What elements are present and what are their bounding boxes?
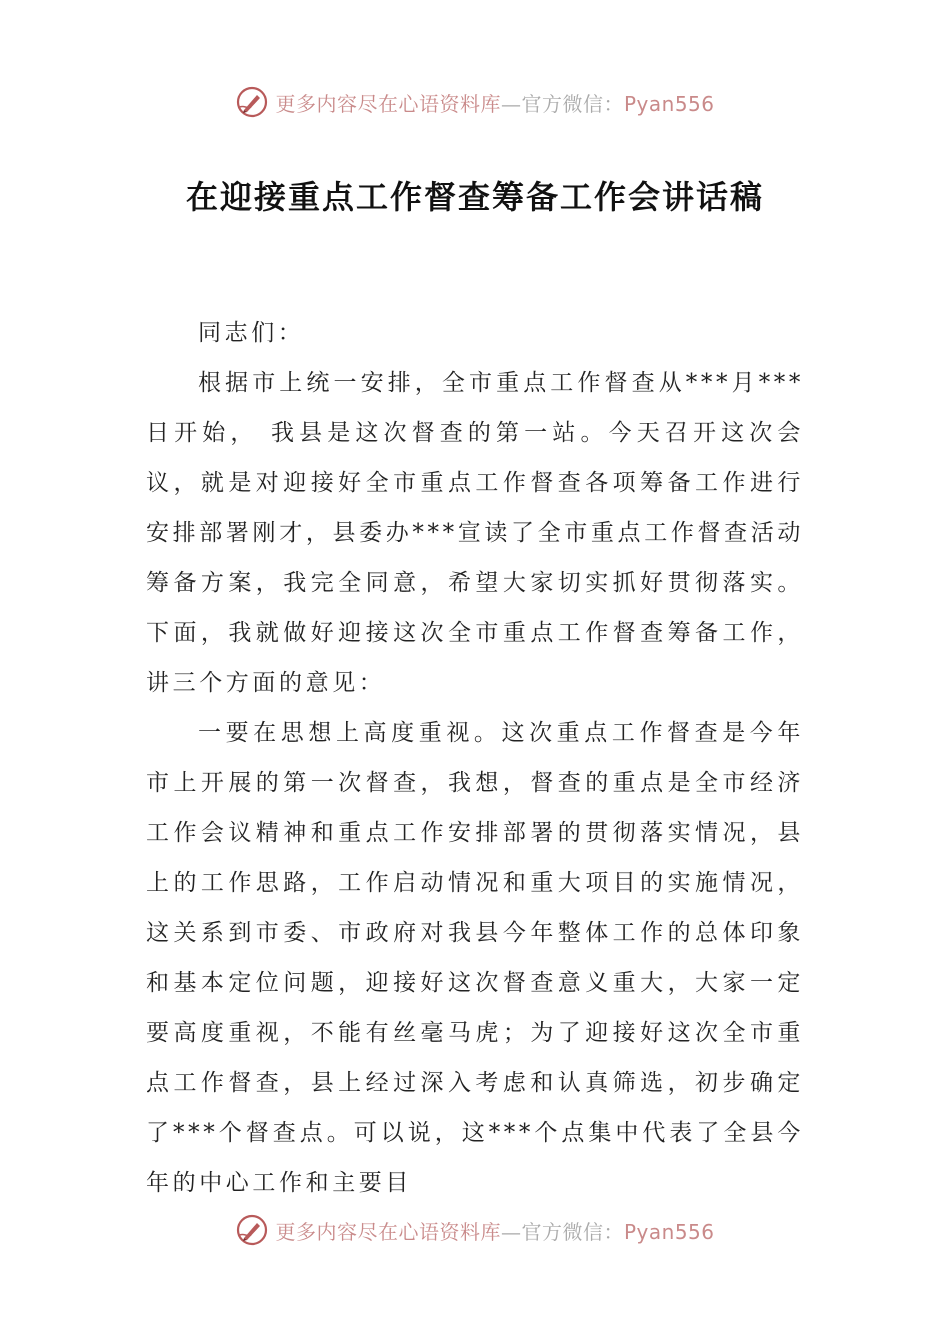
document-body [146, 308, 804, 1208]
pen-circle-icon [235, 85, 269, 119]
watermark-text [275, 1216, 714, 1245]
paragraph-salutation: 同志们： [198, 320, 305, 346]
document-title: 在迎接重点工作督查筹备工作会讲话稿 [185, 178, 764, 216]
footer-watermark [0, 1210, 950, 1250]
pen-circle-icon [235, 1213, 269, 1247]
watermark-wechat-label: —官方微信： [500, 91, 624, 116]
watermark-wechat-id: Pyan556 [623, 1219, 715, 1244]
watermark-wechat-label: —官方微信： [500, 1219, 624, 1244]
watermark-library-name: 更多内容尽在心语资料库 [275, 91, 501, 116]
watermark-library-name: 更多内容尽在心语资料库 [275, 1219, 501, 1244]
paragraph-point-one: 一要在思想上高度重视。这次重点工作督查是今年市上开展的第一次督查，我想，督查的重点是全市经济工作会议精神和重点工作安排部署的贯彻落实情况，县上的工作思路，工作启动情况和重大项目的实施情况，这关系到市委、市政府对我县今年整体工作的总体印象和基本定位问题，迎接好这次督查意义重大，大家一定要高度重视，不能有丝毫马虎；为了迎接好这次全市重点工作督查，县上经过深入考虑和认真筛选，初步确定了***个督查点。可以说，这***个点集中代表了全县今年的中心工作和主要目 [146, 720, 804, 1196]
paragraph-intro: 根据市上统一安排，全市重点工作督查从***月***日开始， 我县是这次督查的第一站。今天召开这次会议，就是对迎接好全市重点工作督查各项筹备工作进行安排部署刚才，县委办***宣读了全市重点工作督查活动筹备方案，我完全同意，希望大家切实抓好贯彻落实。下面，我就做好迎接这次全市重点工作督查筹备工作，讲三个方面的意见： [146, 370, 804, 696]
watermark-wechat-id: Pyan556 [623, 91, 715, 116]
header-watermark [0, 82, 950, 122]
watermark-text [275, 88, 714, 117]
